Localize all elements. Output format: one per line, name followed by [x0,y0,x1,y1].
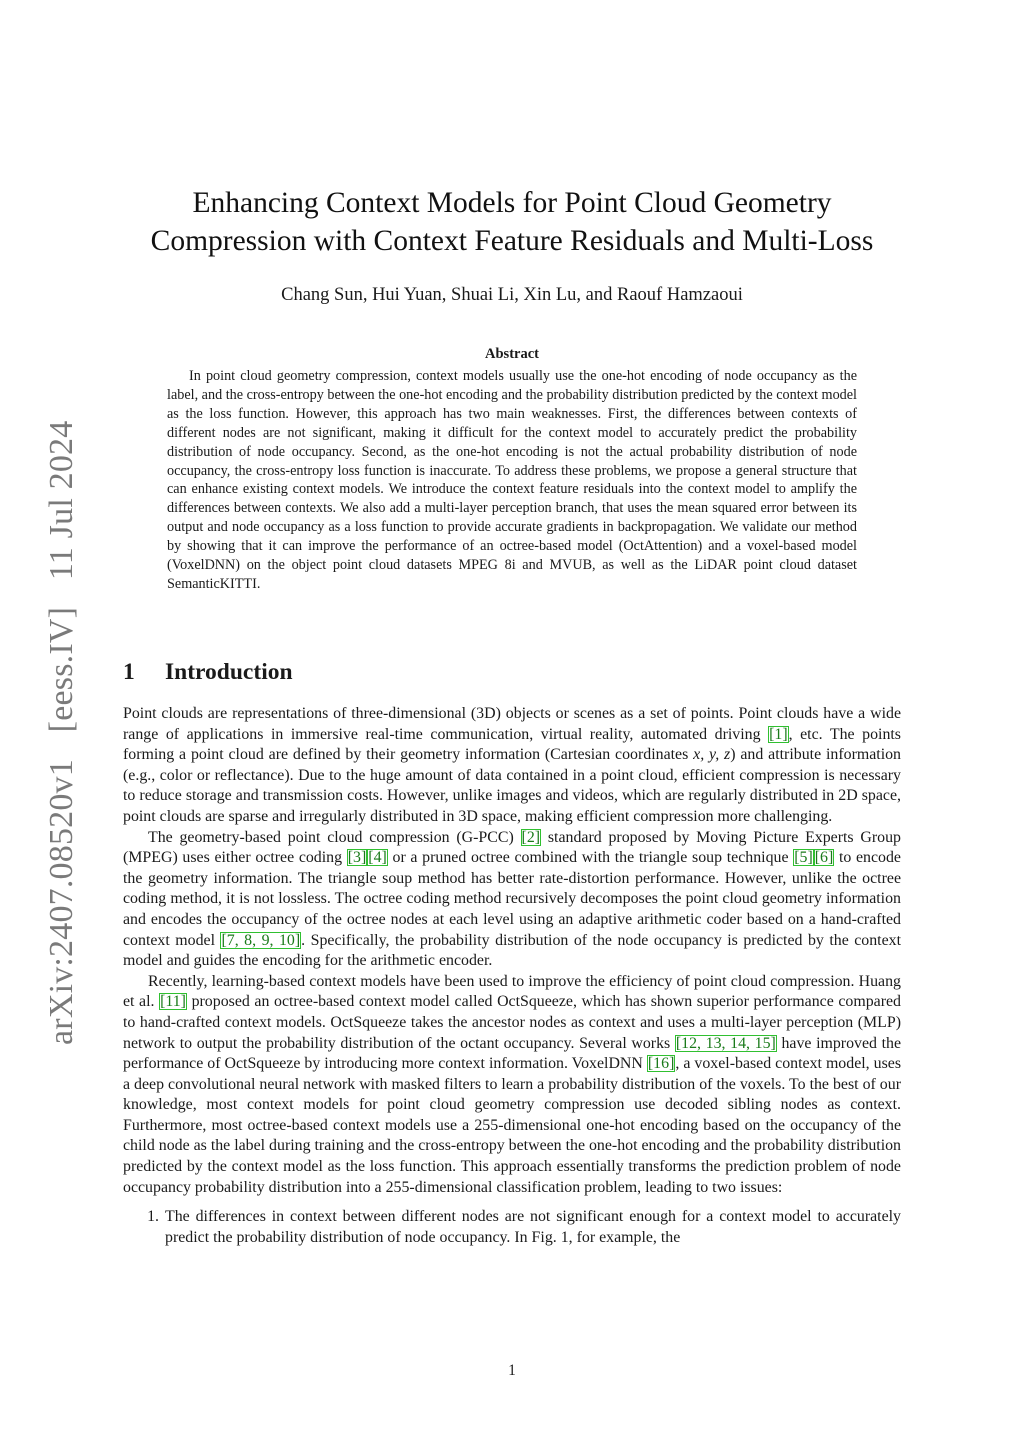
citation-link[interactable]: [6] [814,849,834,867]
title-line-1: Enhancing Context Models for Point Cloud Geometry [192,187,832,219]
paper-title [100,184,924,260]
citation-link[interactable]: [3] [347,849,367,867]
section-number: 1 [123,659,135,685]
section-title: Introduction [165,659,293,685]
paragraph-1: Point clouds are representations of three-dimensional (3D) objects or scenes as a set of points. Point clouds have a wide range of applications in immersive real-time communication, virtual reality, automated driving [1], etc. The points forming a point cloud are defined by their geometry information (Cartesian coordinates x, y, z) and attribute information (e.g., color or reflectance). Due to the huge amount of data contained in a point cloud, efficient compression is necessary to reduce storage and transmission costs. However, unlike images and videos, which are regularly distributed in 2D space, point clouds are sparse and irregularly distributed in 3D space, making efficient compression more challenging. [123,705,901,825]
citation-link[interactable]: [16] [647,1055,675,1073]
citation-link[interactable]: [12, 13, 14, 15] [675,1034,776,1052]
title-line-2: Compression with Context Feature Residuals and Multi-Loss [150,225,874,257]
page-number: 1 [508,1362,516,1379]
abstract-heading: Abstract [485,346,539,362]
inline-math: x, y, z [693,746,731,764]
author-list: Chang Sun, Hui Yuan, Shuai Li, Xin Lu, and Raouf Hamzaoui [281,285,743,305]
section-heading-introduction [123,657,293,687]
introduction-body [123,704,901,1248]
citation-link[interactable]: [1] [769,725,788,743]
paragraph-2: The geometry-based point cloud compression (G-PCC) [2] standard proposed by Moving Picture Experts Group (MPEG) uses either octree coding [3] [4] or a pruned octree combined with the triangle soup technique [5] [6] to encode the geometry information. The triangle soup method has better rate-distortion performance. However, unlike the octree coding method, it is not lossless. The octree coding method recursively decomposes the point cloud geometry information and encodes the occupancy of the octree nodes at each level using an adaptive arithmetic coder based on a hand-crafted context model [7, 8, 9, 10]. Specifically, the probability distribution of the node occupancy is predicted by the context model and guides the encoding for the arithmetic encoder. [123,828,902,970]
list-item-text: The differences in context between different nodes are not significant enough for a context model to accurately predict the probability distribution of node occupancy. In Fig. 1, for example, the [165,1208,901,1246]
arxiv-category: [eess.IV] [43,606,80,733]
citation-link[interactable]: [4] [368,849,387,867]
arxiv-id: arXiv:2407.08520v1 [43,759,80,1045]
abstract-text: In point cloud geometry compression, context models usually use the one-hot encoding of node occupancy as the label, and the cross-entropy between the one-hot encoding and the probability distribution predicted by the context model as the loss function. However, this approach has two main weaknesses. First, the differences between contexts of different nodes are not significant, making it difficult for the context model to accurately predict the probability distribution of node occupancy. Second, as the one-hot encoding is not the actual probability distribution of node occupancy, the cross-entropy loss function is inaccurate. To address these problems, we propose a general structure that can enhance existing context models. We introduce the context feature residuals into the context model to amplify the differences between contexts. We also add a multi-layer perception branch, that uses the mean squared error between its output and node occupancy as a loss function to provide accurate gradients in backpropagation. We validate our method by showing that it can improve the performance of an octree-based model (OctAttention) and a voxel-based model (VoxelDNN) on the object point cloud datasets MPEG 8i and MVUB, as well as the LiDAR point cloud dataset SemanticKITTI. [167,368,857,592]
citation-link[interactable]: [5] [794,849,813,867]
citation-link[interactable]: [2] [521,828,541,846]
citation-link[interactable]: [11] [160,993,186,1011]
citation-link[interactable]: [7, 8, 9, 10] [221,931,301,949]
paragraph-3: Recently, learning-based context models have been used to improve the efficiency of point cloud compression. Huang et al. [11] proposed an octree-based context model called OctSqueeze, which has shown superior performance compared to hand-crafted context models. OctSqueeze takes the ancestor nodes as context and uses a multi-layer perception (MLP) network to output the probability distribution of the octant occupancy. Several works [12, 13, 14, 15] have improved the performance of OctSqueeze by introducing more context information. VoxelDNN [16], a voxel-based context model, uses a deep convolutional neural network with masked filters to learn a probability distribution of the voxels. To the best of our knowledge, most context models for point cloud geometry compression use decoded sibling nodes as context. Furthermore, most octree-based context models use a 255-dimensional one-hot encoding based on the occupancy of the child node as the label during training and the cross-entropy between the one-hot encoding and the probability distribution predicted by the context model as the loss function. This approach essentially transforms the prediction problem of node occupancy probability distribution into a 255-dimensional classification problem, leading to two issues: [123,972,902,1196]
arxiv-sidebar-stamp [43,403,81,1045]
list-item [123,1207,901,1248]
arxiv-date: 11 Jul 2024 [43,420,80,581]
list-item-number: 1. [147,1208,159,1226]
